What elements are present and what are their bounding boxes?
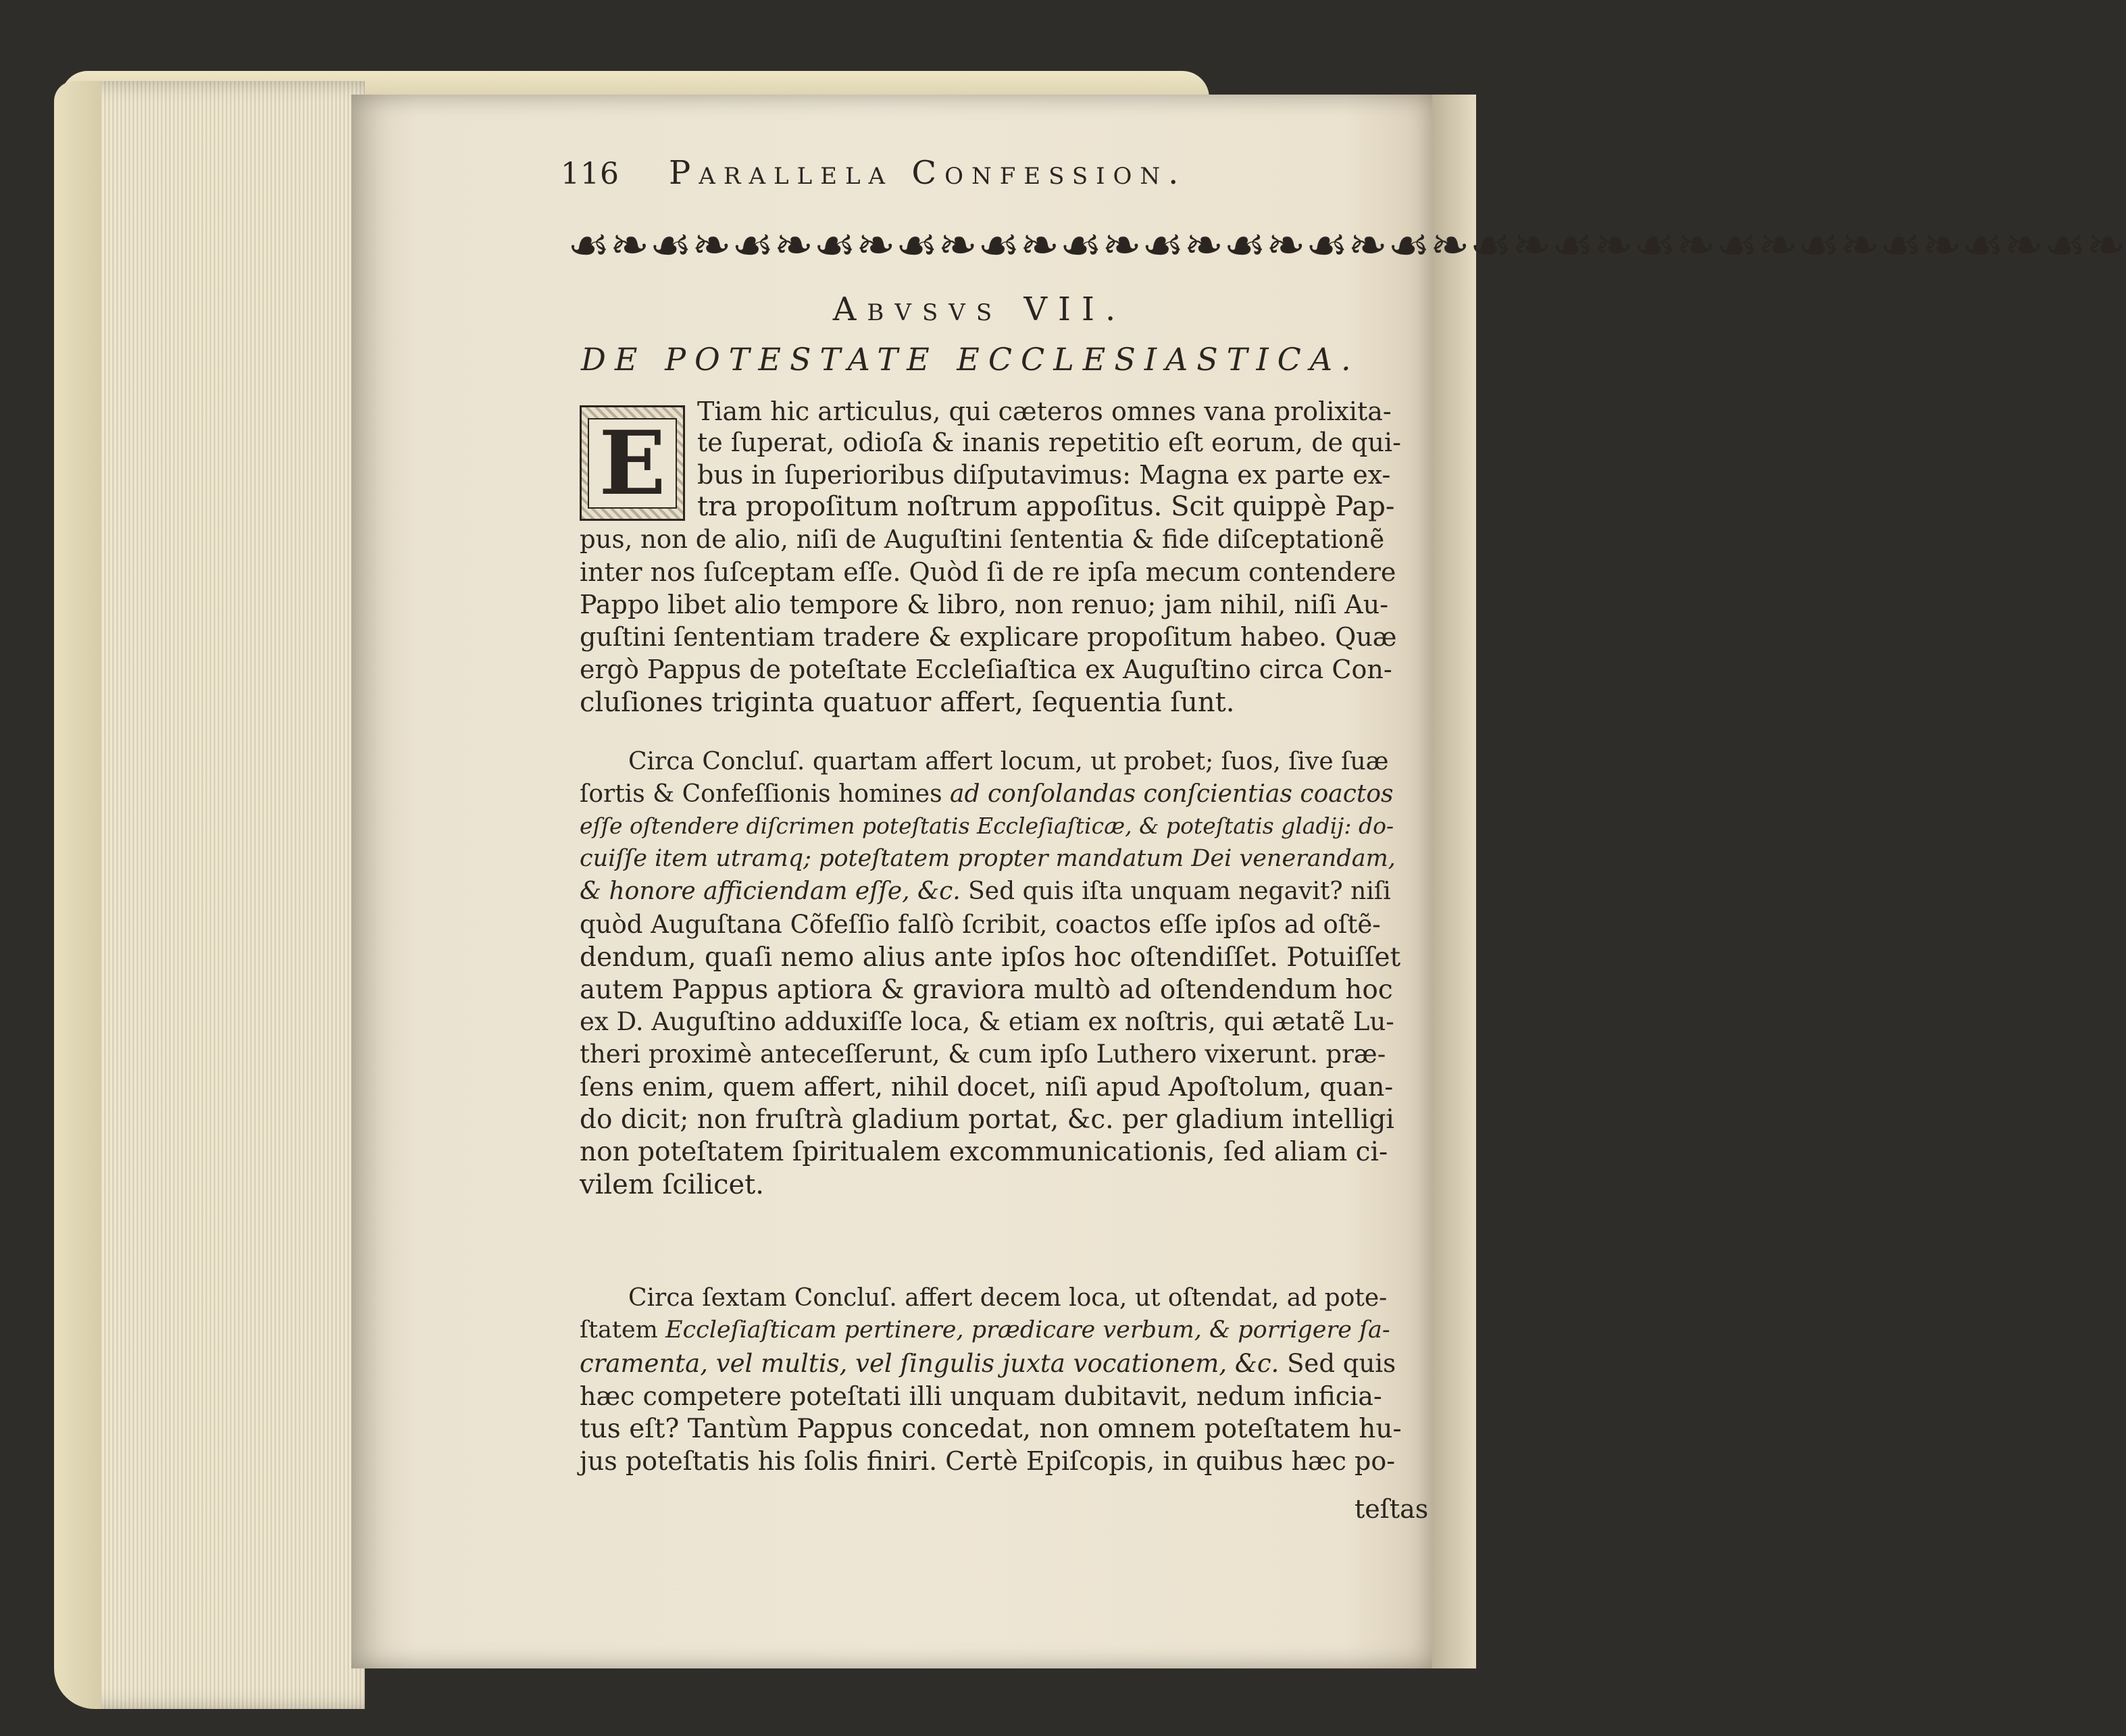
book-cover-edge xyxy=(54,81,101,1709)
section-subtitle: DE POTESTATE ECCLESIASTICA. xyxy=(581,341,1360,378)
text-line: cuiſſe item utramq; poteſtatem propter mandatum Dei venerandam, xyxy=(580,845,1396,872)
decorated-initial xyxy=(580,405,685,521)
text-line: do dicit; non fruſtrà gladium portat, &c. per gladium intelligi xyxy=(580,1104,1394,1135)
text-line: tus eſt? Tantùm Pappus concedat, non omnem poteſtatem hu- xyxy=(580,1414,1402,1444)
text-line: ex D. Auguſtino adduxiſſe loca, & etiam ex noſtris, qui ætatẽ Lu- xyxy=(580,1007,1394,1036)
text-line: Tiam hic articulus, qui cæteros omnes vana prolixita- xyxy=(697,397,1392,426)
text-line xyxy=(580,782,1394,807)
section-title: Abvsvs VII. xyxy=(832,290,1127,328)
running-head: Parallela Confession. xyxy=(669,154,1187,192)
text-line: Circa Concluſ. quartam affert locum, ut probet; ſuos, ſive ſuæ xyxy=(628,748,1389,775)
text-segment-italic: Eccleſiaſticam pertinere, prædicare verbum, & porrigere ſa- xyxy=(665,1317,1390,1344)
page-number: 116 xyxy=(561,157,619,191)
text-line: hæc competere poteſtati illi unquam dubitavit, nedum inficia- xyxy=(580,1381,1382,1411)
page-edges xyxy=(57,81,365,1709)
text-segment-italic: & honore afficiendam eſſe, &c. xyxy=(580,877,961,905)
text-line: Pappo libet alio tempore & libro, non renuo; jam nihil, niſi Au- xyxy=(580,590,1389,619)
text-line: pus, non de alio, niſi de Auguſtini ſententia & fide diſceptationẽ xyxy=(580,525,1385,554)
catchword: teſtas xyxy=(1355,1494,1429,1524)
initial-letter: E xyxy=(588,418,676,509)
text-segment: ſortis & Confeſſionis homines xyxy=(580,780,950,808)
text-line: tra propoſitum noſtrum appoſitus. Scit quippè Pap- xyxy=(697,491,1395,522)
ornament-glyphs: ☙❧☙❧☙❧☙❧☙❧☙❧☙❧☙❧☙❧☙❧☙❧☙❧☙❧☙❧☙❧☙❧☙❧☙❧☙❧ xyxy=(567,217,2126,273)
text-line: theri proximè anteceſſerunt, & cum ipſo Luthero vixerunt. præ- xyxy=(580,1040,1386,1069)
text-line: jus poteſtatis his ſolis finiri. Certè Epiſcopis, in quibus hæc po- xyxy=(580,1446,1396,1476)
text-segment-italic: cramenta, vel multis, vel ſingulis juxta vocationem, &c. xyxy=(580,1349,1280,1378)
text-line: guſtini ſententiam tradere & explicare propoſitum habeo. Quæ xyxy=(580,622,1397,652)
text-segment: Sed quis xyxy=(1279,1349,1396,1378)
text-line: Circa ſextam Concluſ. affert decem loca, ut oſtendat, ad pote- xyxy=(628,1284,1388,1312)
text-line: vilem ſcilicet. xyxy=(580,1169,764,1200)
text-line xyxy=(580,1319,1390,1342)
text-line xyxy=(580,1351,1396,1376)
text-line: bus in ſuperioribus diſputavimus: Magna ex parte ex- xyxy=(697,460,1391,490)
text-line: ſens enim, quem affert, nihil docet, niſi apud Apoſtolum, quan- xyxy=(580,1072,1394,1102)
text-line: te ſuperat, odioſa & inanis repetitio eſt eorum, de qui- xyxy=(697,428,1401,457)
text-line: dendum, quaſi nemo alius ante ipſos hoc oſtendiſſet. Potuiſſet xyxy=(580,942,1401,973)
text-line: cluſiones triginta quatuor affert, ſequentia ſunt. xyxy=(580,687,1235,718)
ornament-band xyxy=(567,216,2126,274)
text-segment: Sed quis iſta unquam negavit? niſi xyxy=(960,877,1391,905)
text-segment: ſtatem xyxy=(580,1317,665,1344)
text-line: eſſe oſtendere diſcrimen poteſtatis Eccleſiaſticæ, & poteſtatis gladij: do- xyxy=(580,813,1394,839)
text-line: inter nos ſuſceptam eſſe. Quòd ſi de re ipſa mecum contendere xyxy=(580,557,1396,587)
text-line xyxy=(580,879,1391,904)
text-segment-italic: ad conſolandas conſcientias coactos xyxy=(950,780,1394,808)
text-line: autem Pappus aptiora & graviora multò ad oſtendendum hoc xyxy=(580,975,1393,1005)
facing-page-edge xyxy=(1429,95,1476,1668)
text-line: non poteſtatem ſpiritualem excommunicationis, ſed aliam ci- xyxy=(580,1137,1388,1167)
text-line: quòd Auguſtana Cõfeſſio falſò ſcribit, coactos eſſe ipſos ad oſtẽ- xyxy=(580,910,1381,939)
page-header xyxy=(561,154,1398,204)
text-line: ergò Pappus de poteſtate Eccleſiaſtica ex Auguſtino circa Con- xyxy=(580,655,1392,684)
